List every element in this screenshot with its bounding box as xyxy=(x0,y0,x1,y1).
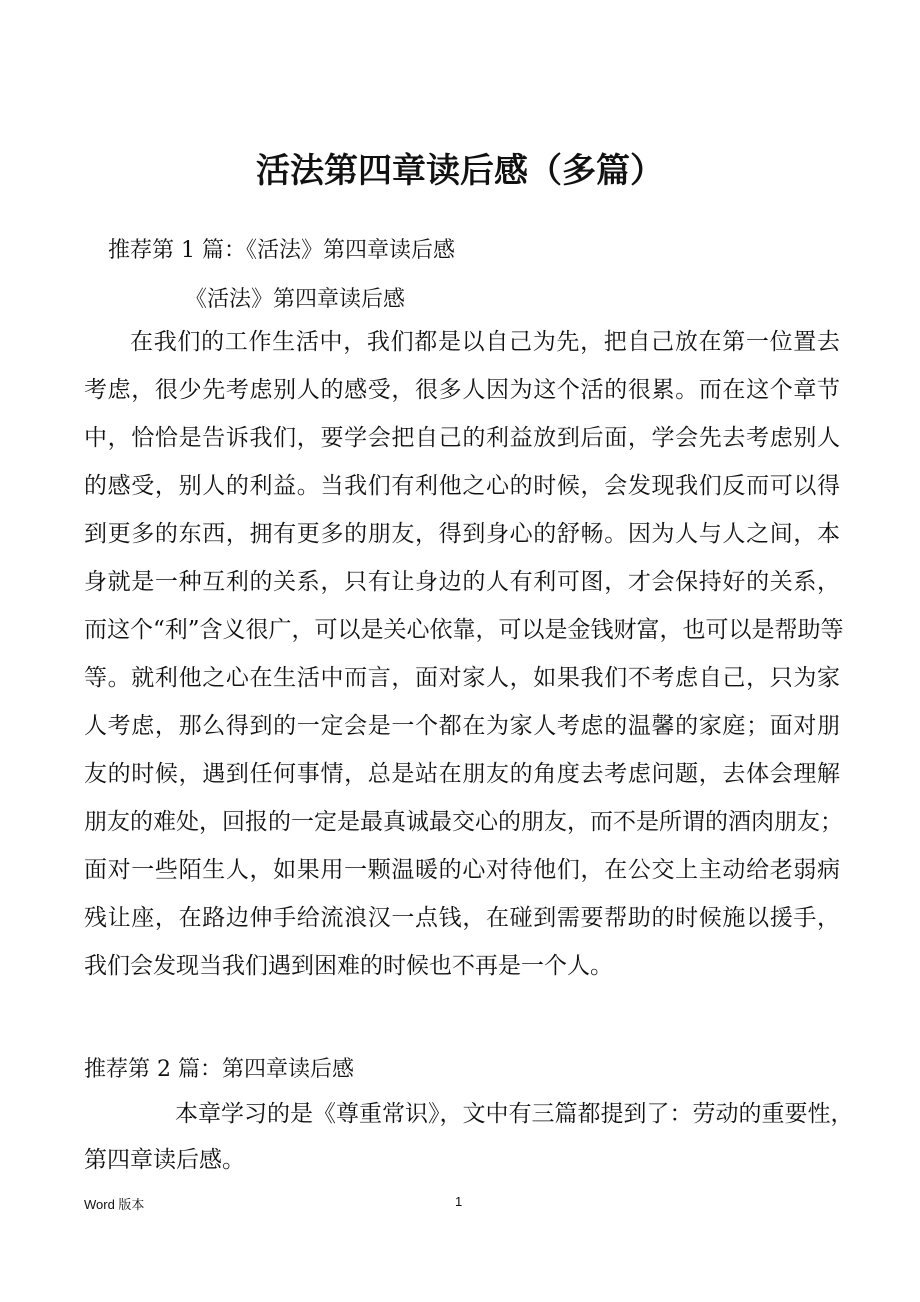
paragraph-line: 友的时候，遇到任何事情，总是站在朋友的角度去考虑问题，去体会理解 xyxy=(84,761,840,787)
paragraph-line: 的感受，别人的利益。当我们有利他之心的时候，会发现我们反而可以得 xyxy=(84,473,840,499)
section-2-heading: 推荐第 2 篇：第四章读后感 xyxy=(84,1057,354,1082)
paragraph-line: 身就是一种互利的关系，只有让身边的人有利可图，才会保持好的关系， xyxy=(84,569,840,595)
page-number: 1 xyxy=(455,1194,463,1209)
document-title: 活法第四章读后感（多篇） xyxy=(256,151,664,191)
paragraph-line: 第四章读后感。 xyxy=(84,1147,245,1173)
section-1-subtitle: 《活法》第四章读后感 xyxy=(185,287,406,312)
paragraph-line: 残让座，在路边伸手给流浪汉一点钱，在碰到需要帮助的时候施以援手， xyxy=(84,905,840,931)
paragraph-line: 人考虑，那么得到的一定会是一个都在为家人考虑的温馨的家庭；面对朋 xyxy=(84,713,840,739)
paragraph-line: 等。就利他之心在生活中而言，面对家人，如果我们不考虑自己，只为家 xyxy=(84,665,840,691)
paragraph-line: 中，恰恰是告诉我们，要学会把自己的利益放到后面，学会先去考虑别人 xyxy=(84,425,840,451)
footer-label: Word 版本 xyxy=(84,1197,145,1212)
paragraph-line: 本章学习的是《尊重常识》，文中有三篇都提到了：劳动的重要性， xyxy=(175,1101,854,1127)
paragraph-line: 朋友的难处，回报的一定是最真诚最交心的朋友，而不是所谓的酒肉朋友； xyxy=(84,809,843,835)
paragraph-line: 在我们的工作生活中，我们都是以自己为先，把自己放在第一位置去 xyxy=(130,329,840,355)
paragraph-line: 而这个“利”含义很广，可以是关心依靠，可以是金钱财富，也可以是帮助等 xyxy=(84,617,844,643)
paragraph-line: 考虑，很少先考虑别人的感受，很多人因为这个活的很累。而在这个章节 xyxy=(84,377,840,403)
paragraph-line: 到更多的东西，拥有更多的朋友，得到身心的舒畅。因为人与人之间，本 xyxy=(84,521,840,547)
paragraph-line: 面对一些陌生人，如果用一颗温暖的心对待他们，在公交上主动给老弱病 xyxy=(84,857,840,883)
section-1-heading: 推荐第 1 篇：《活法》第四章读后感 xyxy=(108,238,455,263)
paragraph-line: 我们会发现当我们遇到困难的时候也不再是一个人。 xyxy=(84,953,613,979)
